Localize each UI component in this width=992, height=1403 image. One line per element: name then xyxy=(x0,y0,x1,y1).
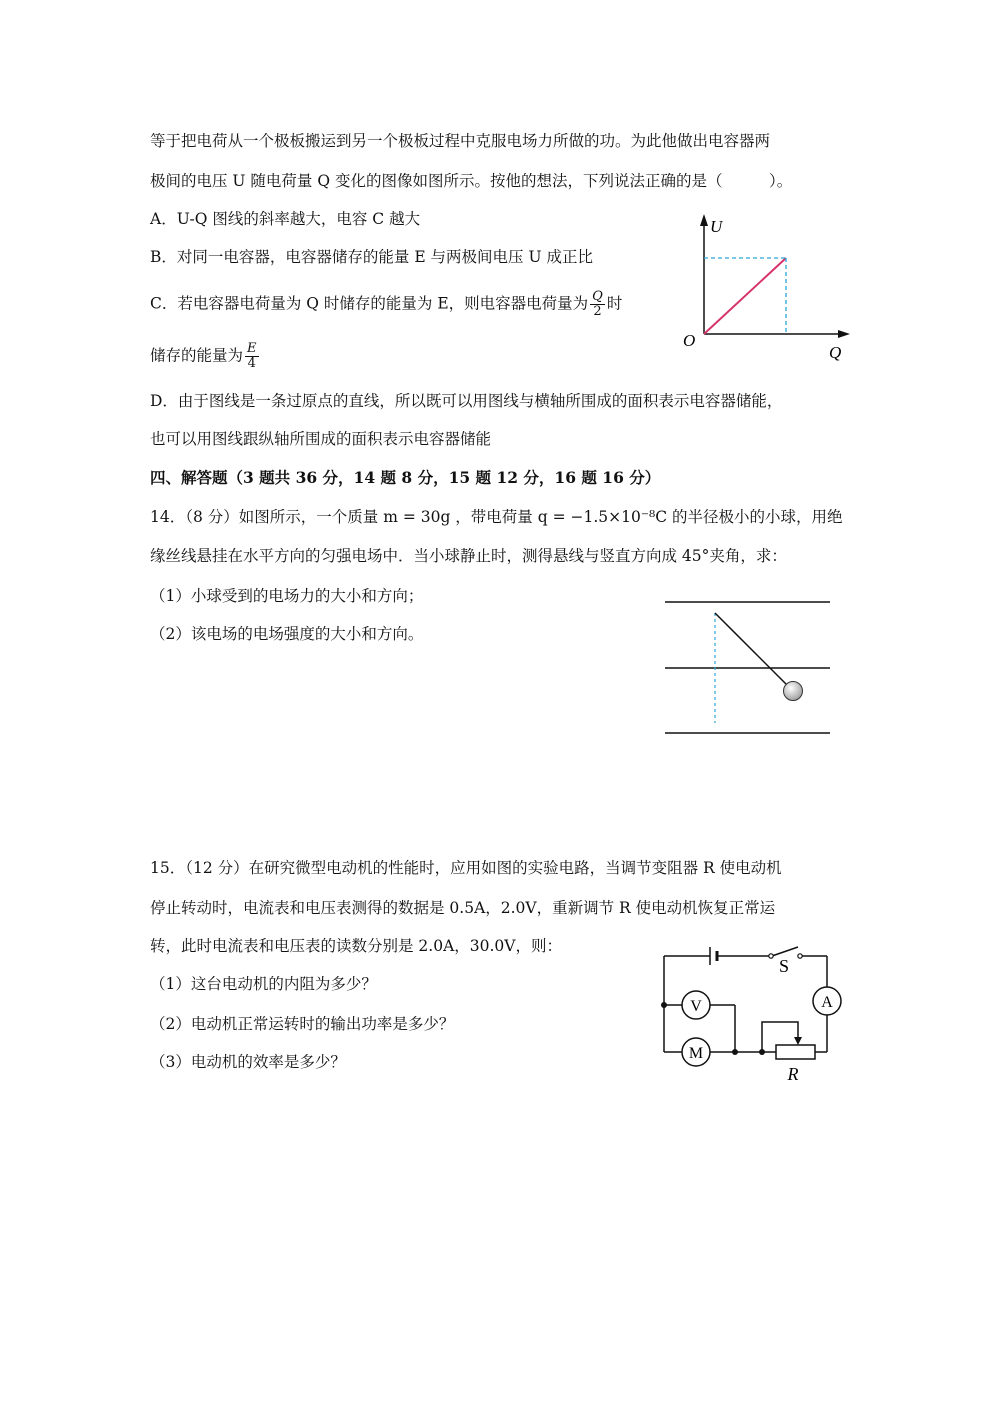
graph-line xyxy=(704,258,786,334)
pendulum-diagram xyxy=(660,595,835,745)
q13-option-c-cont-text: 储存的能量为 xyxy=(150,346,244,365)
q14-line-1: 14．（8 分）如图所示，一个质量 m = 30g ，带电荷量 q = −1.5×10⁻⁸C 的半径极小的小球，用绝 xyxy=(150,508,843,526)
ammeter-label: A xyxy=(821,994,833,1011)
q13-option-c-denominator: 2 xyxy=(593,304,602,319)
q13-option-c-cont-denominator: 4 xyxy=(247,356,256,371)
u-q-graph xyxy=(676,212,856,364)
q13-line-2: 极间的电压 U 随电荷量 Q 变化的图像如图所示。按他的想法，下列说法正确的是（ ）。 xyxy=(150,172,793,190)
circuit-diagram xyxy=(650,938,850,1088)
voltmeter-label: V xyxy=(690,998,702,1015)
q13-option-d-1: D．由于图线是一条过原点的直线，所以既可以用图线与横轴所围成的面积表示电容器储能， xyxy=(150,392,783,410)
q13-option-c-text: C．若电容器电荷量为 Q 时储存的能量为 E，则电容器电荷量为 xyxy=(150,294,589,313)
q-axis-label: Q xyxy=(829,343,842,362)
switch-label: S xyxy=(778,956,790,976)
q13-option-c-cont-fraction xyxy=(245,342,259,371)
u-axis-label: U xyxy=(710,217,723,236)
switch-contact-icon xyxy=(798,954,802,958)
q13-option-c-fraction xyxy=(590,290,605,319)
q13-option-c-cont xyxy=(150,342,261,371)
q13-line-1: 等于把电荷从一个极板搬运到另一个极板过程中克服电场力所做的功。为此他做出电容器两 xyxy=(150,132,771,150)
q13-option-c-cont-numerator: E xyxy=(247,341,257,356)
q15-line-1: 15．（12 分）在研究微型电动机的性能时，应用如图的实验电路，当调节变阻器 R 使电动机 xyxy=(150,859,782,877)
junction-left xyxy=(661,1002,667,1008)
q13-option-b: B．对同一电容器，电容器储存的能量 E 与两极间电压 U 成正比 xyxy=(150,248,593,266)
switch-pivot-icon xyxy=(769,954,773,958)
q14-line-2: 缘丝线悬挂在水平方向的匀强电场中．当小球静止时，测得悬线与竖直方向成 45°夹角，求： xyxy=(150,547,787,565)
q-axis-arrow-icon xyxy=(838,330,850,338)
q15-sub-3: （3）电动机的效率是多少？ xyxy=(150,1053,346,1071)
rheostat-slider-wire xyxy=(762,1022,798,1052)
motor-label: M xyxy=(688,1045,704,1062)
q13-option-d-2: 也可以用图线跟纵轴所围成的面积表示电容器储能 xyxy=(150,430,492,448)
q15-sub-2: （2）电动机正常运转时的输出功率是多少？ xyxy=(150,1015,455,1033)
q14-sub-2: （2）该电场的电场强度的大小和方向。 xyxy=(150,625,424,643)
q14-sub-1: （1）小球受到的电场力的大小和方向； xyxy=(150,587,424,605)
q15-sub-1: （1）这台电动机的内阻为多少？ xyxy=(150,975,377,993)
section-4-heading: 四、解答题（3 题共 36 分，14 题 8 分，15 题 12 分，16 题 16 分） xyxy=(150,468,661,487)
q13-option-c-suffix: 时 xyxy=(606,294,623,313)
rheostat-slider-arrow-icon xyxy=(794,1037,802,1045)
q13-option-a: A．U-Q 图线的斜率越大，电容 C 越大 xyxy=(150,210,421,228)
switch-blade xyxy=(772,947,798,956)
origin-label: O xyxy=(683,331,696,350)
junction-middle xyxy=(732,1049,738,1055)
q15-line-2: 停止转动时，电流表和电压表测得的数据是 0.5A，2.0V，重新调节 R 使电动机恢复正常运 xyxy=(150,899,776,917)
q13-option-c-numerator: Q xyxy=(592,289,603,304)
q15-line-3: 转，此时电流表和电压表的读数分别是 2.0A，30.0V，则： xyxy=(150,937,562,955)
rheostat-label: R xyxy=(787,1064,799,1084)
charged-ball xyxy=(784,682,803,701)
q13-option-c xyxy=(150,290,622,319)
rheostat-body xyxy=(776,1045,815,1059)
suspension-thread xyxy=(715,613,787,685)
junction-rheostat xyxy=(759,1049,765,1055)
u-axis-arrow-icon xyxy=(700,214,708,226)
